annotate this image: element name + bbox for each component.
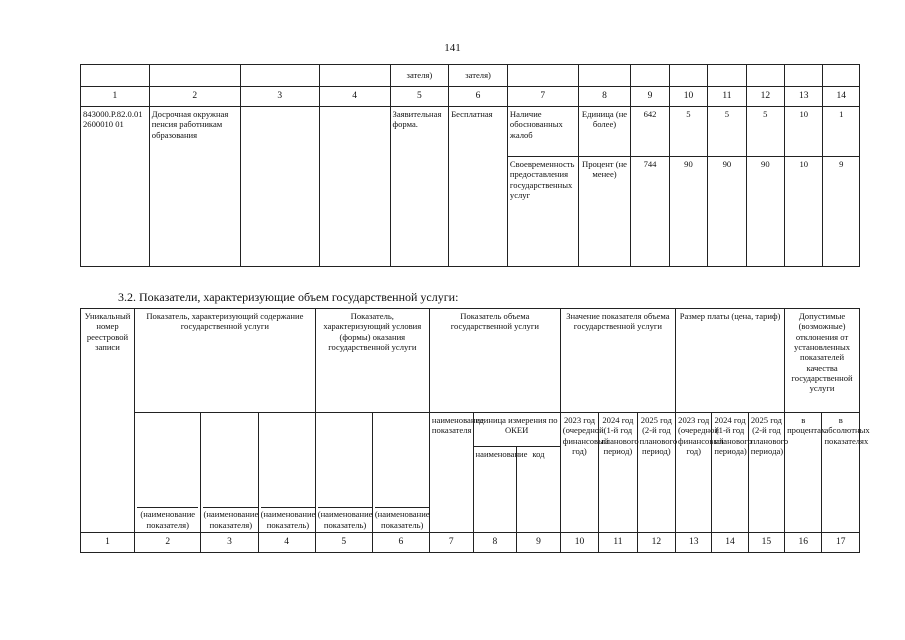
header-unit-name: наименование [473, 447, 517, 533]
header-fee-2023: 2023 год (очередной финансовый год) [676, 413, 712, 533]
col-number: 14 [823, 87, 860, 107]
col-number: 10 [669, 87, 707, 107]
header-volume: Показатель объема государственной услуги [429, 309, 560, 413]
cont-cell [631, 65, 669, 87]
indicator-name: Наличие обоснованных жалоб [507, 107, 578, 157]
col-number: 17 [822, 533, 860, 553]
header-unit-code: код [517, 447, 561, 533]
header-registry: Уникальный номер реестровой записи [81, 309, 135, 533]
value-2023: 5 [669, 107, 707, 157]
value-2023: 90 [669, 157, 707, 267]
empty-cell [240, 107, 319, 267]
value-2024: 90 [708, 157, 746, 267]
col-number: 11 [708, 87, 746, 107]
okei-code: 642 [631, 107, 669, 157]
header-content: Показатель, характеризующий содержание государственной услуги [135, 309, 316, 413]
col-number: 2 [149, 87, 240, 107]
col-number: 5 [315, 533, 372, 553]
cont-cell [746, 65, 784, 87]
header-fee-2024: 2024 год (1-й год планового периода) [712, 413, 748, 533]
cont-cell [240, 65, 319, 87]
okei-code: 744 [631, 157, 669, 267]
header-year-2023: 2023 год (очередной финансовый год) [560, 413, 598, 533]
cont-cell [507, 65, 578, 87]
cont-cell [319, 65, 390, 87]
volume-indicators-table [80, 308, 870, 553]
column-number-row [81, 87, 860, 107]
header-row [81, 309, 860, 413]
col-number: 12 [637, 533, 675, 553]
page-number: 141 [444, 42, 461, 54]
header-year-2025: 2025 год (2-й год планового период) [637, 413, 675, 533]
deviation-percent: 10 [785, 107, 823, 157]
col-number: 1 [81, 87, 150, 107]
sub-content-1: (наименование показателя) [135, 413, 201, 533]
col-number: 5 [390, 87, 449, 107]
header-row [81, 413, 860, 447]
header-deviation: Допустимые (возможные) отклонения от установленных показателей качества государственной услуги [785, 309, 860, 413]
col-number: 6 [372, 533, 429, 553]
deviation-absolute: 9 [823, 157, 860, 267]
col-number: 3 [240, 87, 319, 107]
header-indicator-name: наименование показателя [429, 413, 473, 533]
cont-cell [669, 65, 707, 87]
cont-cell [823, 65, 860, 87]
unit-name: Процент (не менее) [578, 157, 631, 267]
col-number: 16 [785, 533, 822, 553]
header-absolute: в абсолютных показателях [822, 413, 860, 533]
col-number: 7 [429, 533, 473, 553]
sub-content-2: (наименование показателя) [201, 413, 258, 533]
header-value: Значение показателя объема государственной услуги [560, 309, 675, 413]
col-number: 15 [748, 533, 784, 553]
col-number: 14 [712, 533, 748, 553]
deviation-absolute: 1 [823, 107, 860, 157]
col-number: 12 [746, 87, 784, 107]
cont-cell: зателя) [449, 65, 508, 87]
deviation-percent: 10 [785, 157, 823, 267]
value-2025: 90 [746, 157, 784, 267]
col-number: 7 [507, 87, 578, 107]
value-2025: 5 [746, 107, 784, 157]
col-number: 8 [473, 533, 517, 553]
col-number: 8 [578, 87, 631, 107]
registry-number: 843000.Р.82.0.012600010 01 [81, 107, 150, 267]
empty-cell [319, 107, 390, 267]
col-number: 3 [201, 533, 258, 553]
header-percent: в процентах [785, 413, 822, 533]
header-conditions: Показатель, характеризующий условия (формы) оказания государственной услуги [315, 309, 429, 413]
col-number: 4 [319, 87, 390, 107]
cont-cell [578, 65, 631, 87]
col-number: 10 [560, 533, 598, 553]
col-number: 13 [676, 533, 712, 553]
col-number: 2 [135, 533, 201, 553]
cont-cell [81, 65, 150, 87]
col-number: 9 [517, 533, 561, 553]
cont-cell [149, 65, 240, 87]
cont-cell: зателя) [390, 65, 449, 87]
quality-indicators-table [80, 64, 860, 267]
column-number-row [81, 533, 860, 553]
col-number: 6 [449, 87, 508, 107]
col-number: 9 [631, 87, 669, 107]
service-payment: Бесплатная [449, 107, 508, 267]
col-number: 4 [258, 533, 315, 553]
unit-name: Единица (не более) [578, 107, 631, 157]
header-unit-okei: единица измерения по ОКЕИ [473, 413, 560, 447]
service-form: Заявительная форма. [390, 107, 449, 267]
header-fee: Размер платы (цена, тариф) [676, 309, 785, 413]
sub-condition-1: (наименование показатель) [315, 413, 372, 533]
sub-condition-2: (наименование показатель) [372, 413, 429, 533]
sub-content-3: (наименование показатель) [258, 413, 315, 533]
header-year-2024: 2024 год (1-й год планового период) [599, 413, 637, 533]
header-fee-2025: 2025 год (2-й год планового периода) [748, 413, 784, 533]
col-number: 13 [785, 87, 823, 107]
col-number: 11 [599, 533, 637, 553]
cont-cell [785, 65, 823, 87]
section-title: 3.2. Показатели, характеризующие объем государственной услуги: [118, 290, 459, 304]
cont-cell [708, 65, 746, 87]
table-row [81, 107, 860, 157]
header-continuation-row [81, 65, 860, 87]
indicator-name: Своевременность предоставления государственных услуг [507, 157, 578, 267]
service-content: Досрочная окружная пенсия работникам образования [149, 107, 240, 267]
col-number: 1 [81, 533, 135, 553]
value-2024: 5 [708, 107, 746, 157]
